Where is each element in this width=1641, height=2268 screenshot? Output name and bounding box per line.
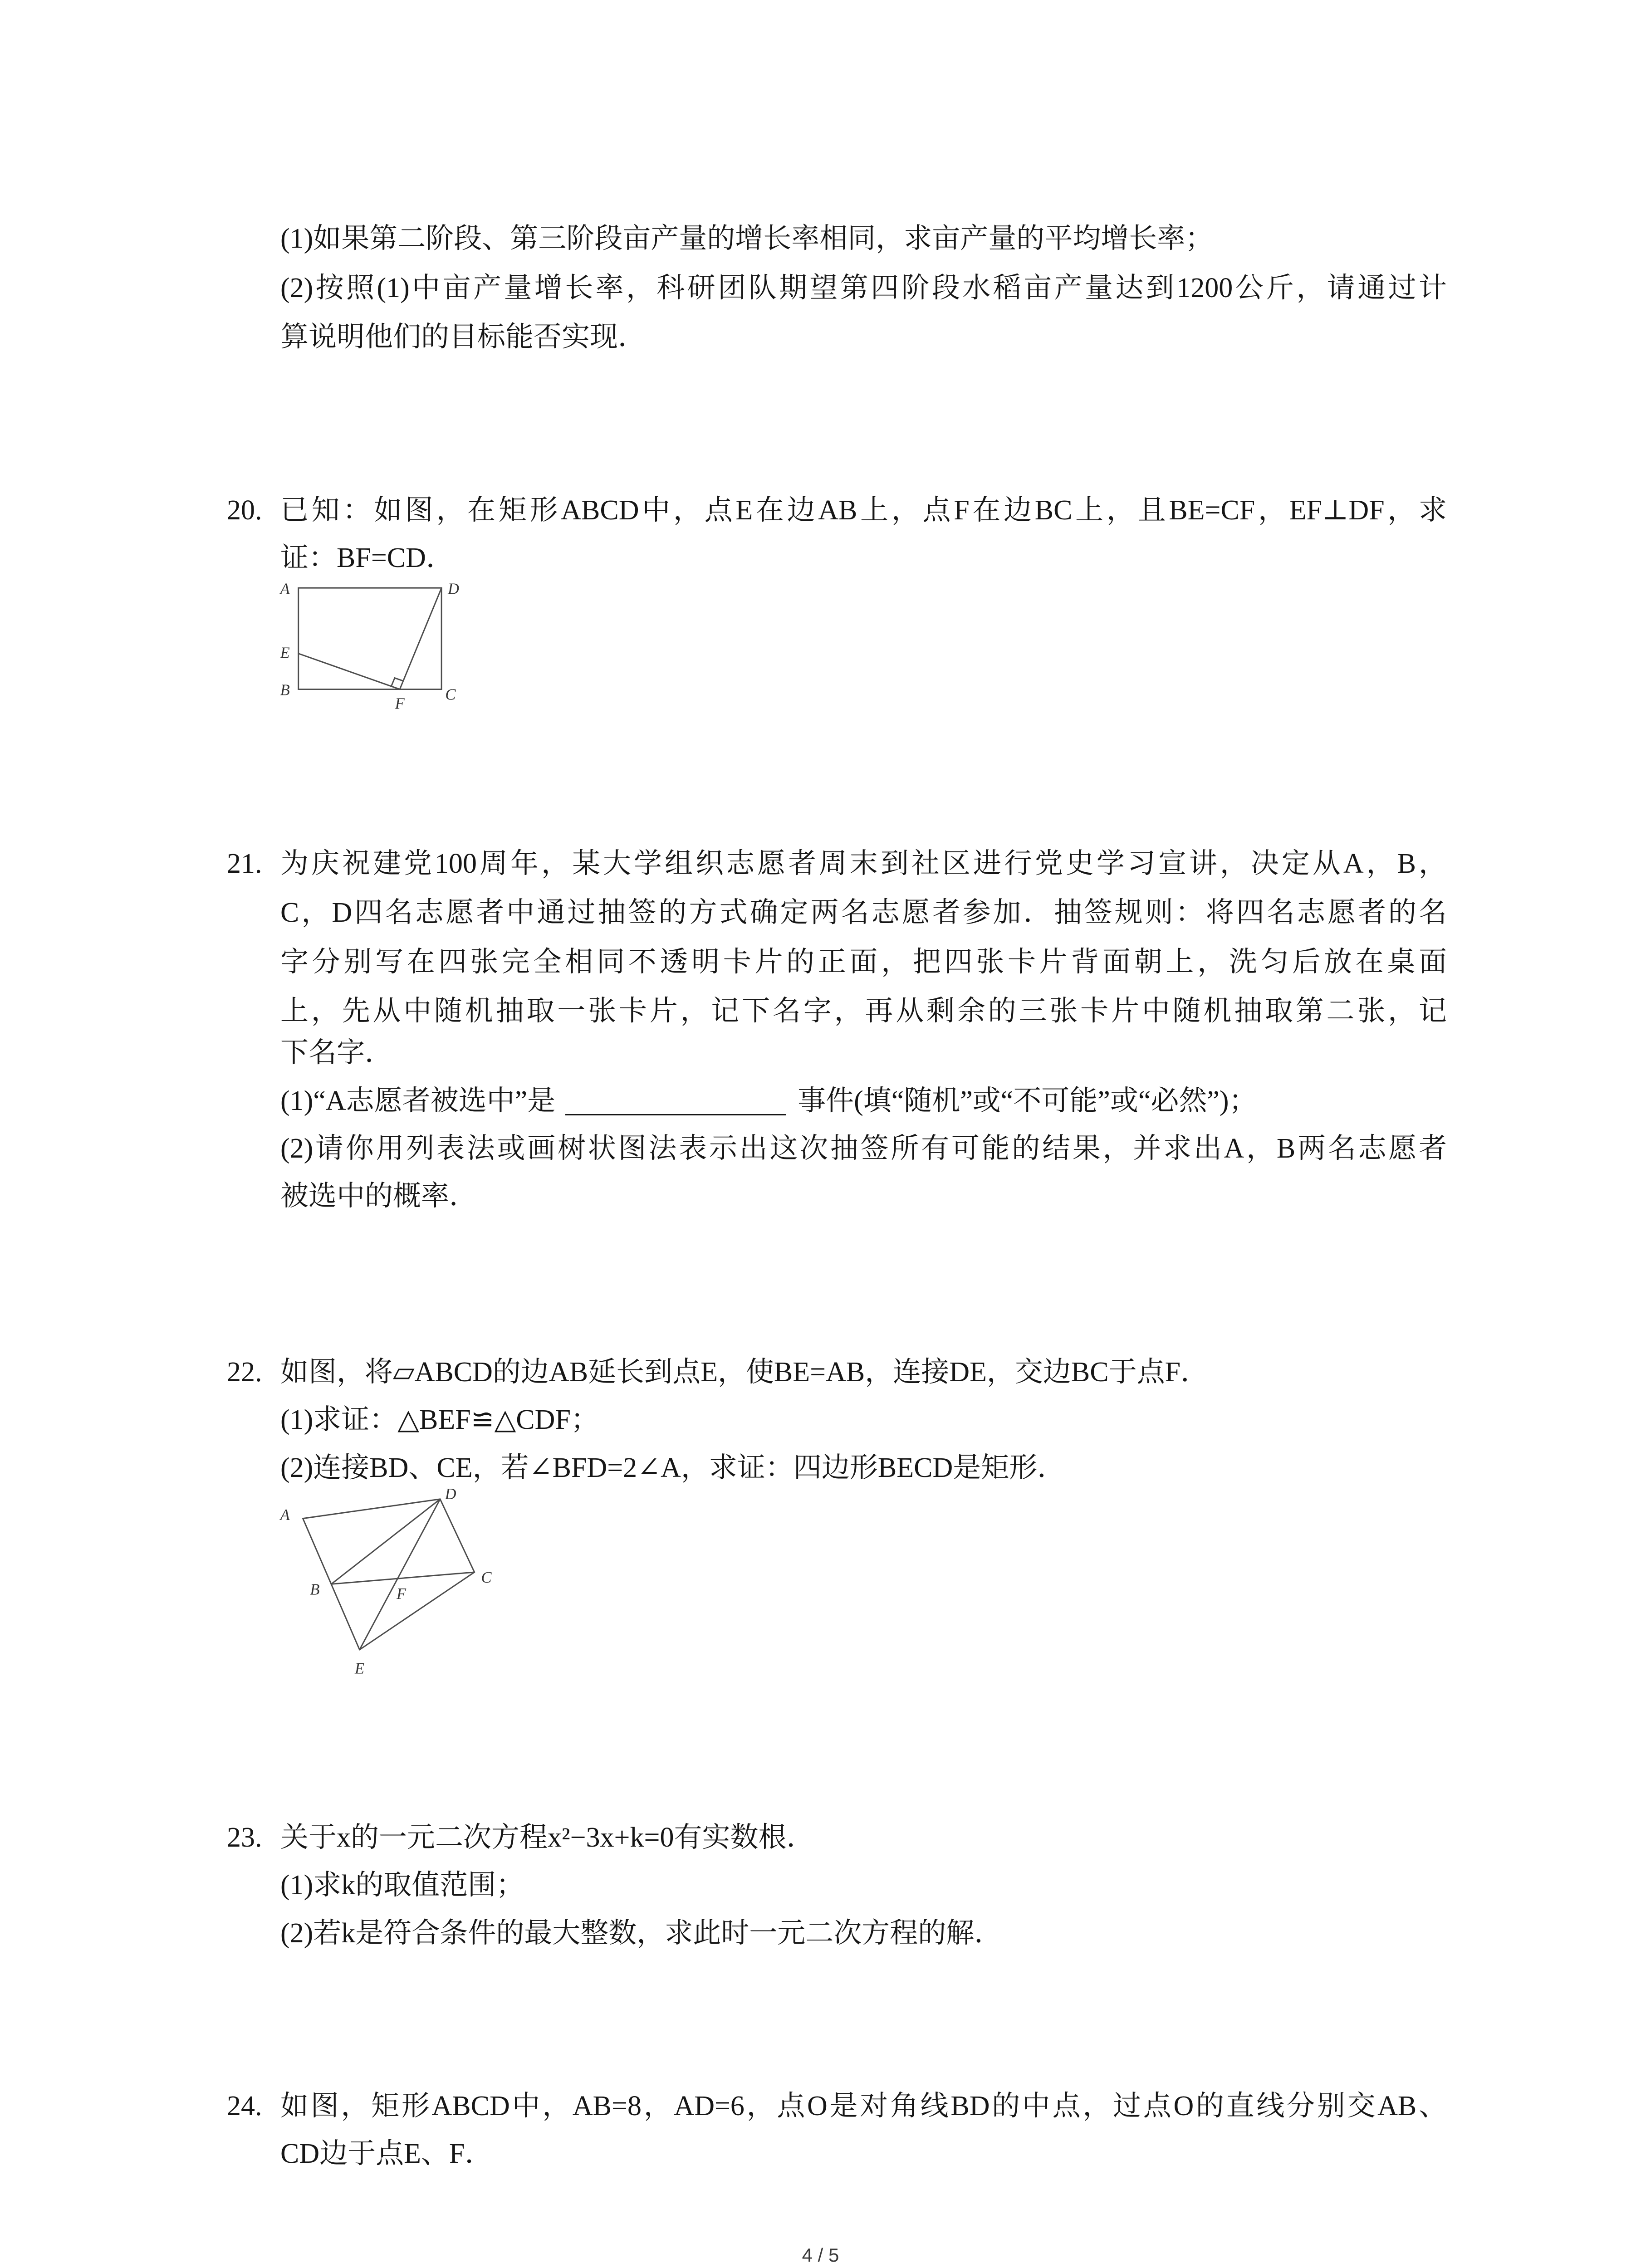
q21-part1-text-after: 事件(填“随机”或“不可能”或“必然”)； — [798, 1085, 1257, 1116]
question-number: 23. — [227, 1822, 262, 1853]
segment-ef — [299, 654, 400, 689]
q20-rectangle-figure — [269, 573, 477, 716]
q22-part1-text: (1)求证：△BEF≌△CDF； — [280, 1404, 599, 1435]
label-c: C — [445, 686, 456, 704]
question-number: 24. — [227, 2091, 262, 2121]
q21-part2-text-continued: 被选中的概率． — [280, 1181, 478, 1212]
segment-de — [360, 1499, 441, 1650]
q19-part2-text: (2)按照(1)中亩产量增长率，科研团队期望第四阶段水稻亩产量达到1200公斤，请通过计 — [280, 273, 1447, 303]
label-d: D — [447, 580, 459, 598]
q19-part2-text-continued: 算说明他们的目标能否实现． — [280, 322, 647, 352]
q24-stem-text-continued: CD边于点E、F． — [280, 2138, 493, 2169]
q21-stem-text: 上，先从中随机抽取一张卡片，记下名字，再从剩余的三张卡片中随机抽取第二张，记 — [280, 996, 1447, 1026]
q21-stem-text: 为庆祝建党100周年，某大学组织志愿者周末到社区进行党史学习宣讲，决定从A，B， — [280, 848, 1447, 879]
label-a: A — [280, 1506, 290, 1524]
q21-part1-text-before: (1)“A志愿者被选中”是 — [280, 1085, 556, 1116]
q21-part2-text: (2)请你用列表法或画树状图法表示出这次抽签所有可能的结果，并求出A，B两名志愿者 — [280, 1133, 1447, 1164]
question-number: 22. — [227, 1357, 262, 1388]
label-f: F — [395, 695, 405, 713]
q20-stem-text-continued: 证：BF=CD． — [280, 543, 454, 573]
label-d: D — [445, 1485, 456, 1503]
q21-stem-text: 字分别写在四张完全相同不透明卡片的正面，把四张卡片背面朝上，洗匀后放在桌面 — [280, 947, 1447, 978]
answer-blank — [565, 1089, 786, 1115]
q22-stem-text: 如图，将▱ABCD的边AB延长到点E，使BE=AB，连接DE，交边BC于点F． — [280, 1357, 1209, 1388]
label-e: E — [354, 1660, 365, 1677]
q20-stem-text: 已知：如图，在矩形ABCD中，点E在边AB上，点F在边BC上，且BE=CF，EF⊥DF，求 — [280, 495, 1447, 526]
page-number: 4 / 5 — [802, 2244, 839, 2266]
q22-parallelogram-figure — [269, 1484, 507, 1681]
segment-dc — [440, 1499, 475, 1572]
label-b: B — [310, 1581, 320, 1598]
q21-stem-text: 下名字． — [280, 1037, 393, 1068]
q21-part1 — [280, 1083, 1257, 1119]
q19-part1-text: (1)如果第二阶段、第三阶段亩产量的增长率相同，求亩产量的平均增长率； — [280, 223, 1214, 254]
q24-stem-text: 如图，矩形ABCD中，AB=8，AD=6，点O是对角线BD的中点，过点O的直线分别交AB、 — [280, 2091, 1447, 2121]
label-c: C — [481, 1569, 492, 1586]
label-a: A — [280, 580, 290, 598]
q22-part2-text: (2)连接BD、CE，若∠BFD=2∠A，求证：四边形BECD是矩形． — [280, 1452, 1066, 1483]
q23-part1-text: (1)求k的取值范围； — [280, 1870, 524, 1901]
label-e: E — [280, 644, 290, 662]
segment-ce — [360, 1572, 475, 1650]
segment-fd — [400, 588, 441, 689]
q23-stem-text: 关于x的一元二次方程x²−3x+k=0有实数根． — [280, 1822, 815, 1853]
question-number: 21. — [227, 848, 262, 879]
segment-bc — [331, 1572, 475, 1584]
question-number: 20. — [227, 495, 262, 526]
label-f: F — [397, 1585, 407, 1603]
label-b: B — [280, 681, 290, 699]
q23-part2-text: (2)若k是符合条件的最大整数，求此时一元二次方程的解． — [280, 1918, 1003, 1949]
q21-stem-text: C，D四名志愿者中通过抽签的方式确定两名志愿者参加．抽签规则：将四名志愿者的名 — [280, 897, 1447, 928]
